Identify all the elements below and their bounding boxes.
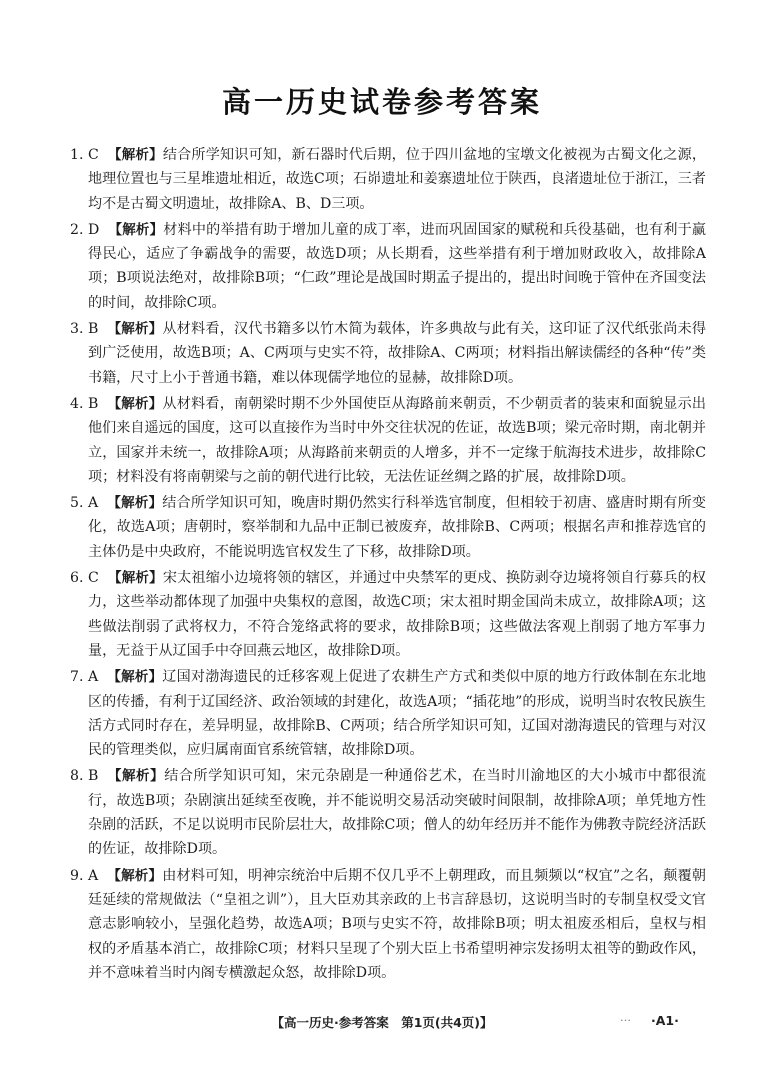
analysis-tag: 【解析】 <box>107 147 163 163</box>
question-number: 2. <box>70 221 84 238</box>
analysis-tag: 【解析】 <box>107 867 163 884</box>
answer-item <box>70 317 706 390</box>
answer-choice: A <box>88 495 99 512</box>
analysis-tag: 【解析】 <box>107 768 165 785</box>
analysis-text: 从材料看，汉代书籍多以竹木简为载体，许多典故与此有关，这印证了汉代纸张尚未得到广泛使用，故选B项；A、C两项与史实不符，故排除A、C两项；材料指出解读儒经的各种“传”类书籍，尺寸上小于普通书籍，难以体现儒学地位的显赫，故排除D项。 <box>88 321 707 386</box>
analysis-tag: 【解析】 <box>108 221 164 238</box>
answer-choice: D <box>88 221 100 238</box>
answer-item <box>70 764 706 861</box>
analysis-text: 结合所学知识可知，晚唐时期仍然实行科举选官制度，但相较于初唐、盛唐时期有所变化，故选A项；唐朝时，察举制和九品中正制已被废弃，故排除B、C两项；根据名声和推荐选官的主体仍是中央政府，不能说明选官权发生了下移，故排除D项。 <box>88 495 707 560</box>
answer-list <box>70 143 706 987</box>
page-title: 高一历史试卷参考答案 <box>221 85 542 119</box>
answer-item <box>70 566 706 663</box>
question-number: 6. <box>70 570 84 587</box>
analysis-text: 从材料看，南朝梁时期不少外国使臣从海路前来朝贡，不少朝贡者的装束和面貌显示出他们来自遥远的国度，这可以直接作为当时中外交往状况的佐证，故选B项；梁元帝时期，南北朝并立，国家并未统一，故排除A项；从海路前来朝贡的人增多，并不一定缘于航海技术进步，故排除C项；材料没有将南朝梁与之前的朝代进行比较，无法佐证丝绸之路的扩展，故排除D项。 <box>88 395 707 485</box>
answer-choice: B <box>88 321 99 338</box>
analysis-tag: 【解析】 <box>107 669 163 686</box>
answer-choice: B <box>88 768 99 785</box>
answer-item <box>70 218 706 315</box>
question-number: 7. <box>70 669 84 686</box>
analysis-tag: 【解析】 <box>107 395 163 412</box>
answer-item <box>70 491 706 564</box>
answer-choice: C <box>88 147 99 163</box>
question-number: 3. <box>70 321 84 338</box>
answer-choice: B <box>88 395 99 412</box>
footer-code: ·A1· <box>651 1013 679 1028</box>
page-footer: 【高一历史·参考答案 第1页(共4页)】 <box>271 1015 493 1030</box>
analysis-text: 宋太祖缩小边境将领的辖区，并通过中央禁军的更戍、换防剥夺边境将领自行募兵的权力，这些举动都体现了加强中央集权的意图，故选C项；宋太祖时期金国尚未成立，故排除A项；这些做法削弱了武将权力，不符合笼络武将的要求，故排除B项；这些做法客观上削弱了地方军事力量，无益于从辽国手中夺回燕云地区，故排除D项。 <box>88 570 706 659</box>
answer-item <box>70 864 706 985</box>
analysis-text: 由材料可知，明神宗统治中后期不仅几乎不上朝理政，而且频频以“权宜”之名，颠覆朝廷延续的常规做法（“皇祖之训”），且大臣劝其亲政的上书言辞恳切，这说明当时的专制皇权受文官意志影响较小，呈强化趋势，故选A项；B项与史实不符，故排除B项；明太祖废丞相后，皇权与相权的矛盾基本消亡，故排除C项；材料只呈现了个别大臣上书希望明神宗发扬明太祖等的勤政作风，并不意味着当时内阁专横激起众怒，故排除D项。 <box>88 867 706 981</box>
footer-mark: … <box>620 1011 631 1024</box>
question-number: 1. <box>70 147 84 163</box>
answer-choice: A <box>88 669 99 686</box>
question-number: 4. <box>70 395 84 412</box>
analysis-text: 结合所学知识可知，宋元杂剧是一种通俗艺术，在当时川渝地区的大小城市中都很流行，故选B项；杂剧演出延续至夜晚，并不能说明交易活动突破时间限制，故排除A项；单凭地方性杂剧的活跃，不足以说明市民阶层壮大，故排除C项；僧人的幼年经历并不能作为佛教寺院经济活跃的佐证，故排除D项。 <box>88 768 706 858</box>
answer-item <box>70 143 706 216</box>
analysis-text: 结合所学知识可知，新石器时代后期，位于四川盆地的宝墩文化被视为古蜀文化之源，地理位置也与三星堆遗址相近，故选C项；石峁遗址和姜寨遗址位于陕西，良渚遗址位于浙江，三者均不是古蜀文明遗址，故排除A、B、D三项。 <box>88 147 706 212</box>
answer-item <box>70 665 706 762</box>
question-number: 8. <box>70 768 84 785</box>
analysis-text: 材料中的举措有助于增加儿童的成丁率，进而巩固国家的赋税和兵役基础，也有利于赢得民心，适应了争霸战争的需要，故选D项；从长期看，这些举措有利于增加财政收入，故排除A项；B项说法绝对，故排除B项；“仁政”理论是战国时期孟子提出的，提出时间晚于管仲在齐国变法的时间，故排除C项。 <box>88 221 706 311</box>
answer-choice: A <box>88 867 99 884</box>
question-number: 5. <box>70 495 84 512</box>
analysis-text: 辽国对渤海遗民的迁移客观上促进了农耕生产方式和类似中原的地方行政体制在东北地区的传播，有利于辽国经济、政治领域的封建化，故选A项；“插花地”的形成，说明当时农牧民族生活方式同时存在，差异明显，故排除B、C两项；结合所学知识可知，辽国对渤海遗民的管理与对汉民的管理类似，应归属南面官系统管辖，故排除D项。 <box>88 669 707 759</box>
analysis-tag: 【解析】 <box>107 570 163 587</box>
question-number: 9. <box>70 867 84 884</box>
analysis-tag: 【解析】 <box>107 321 163 338</box>
analysis-tag: 【解析】 <box>107 495 163 512</box>
answer-item <box>70 392 706 489</box>
answer-choice: C <box>88 570 99 587</box>
